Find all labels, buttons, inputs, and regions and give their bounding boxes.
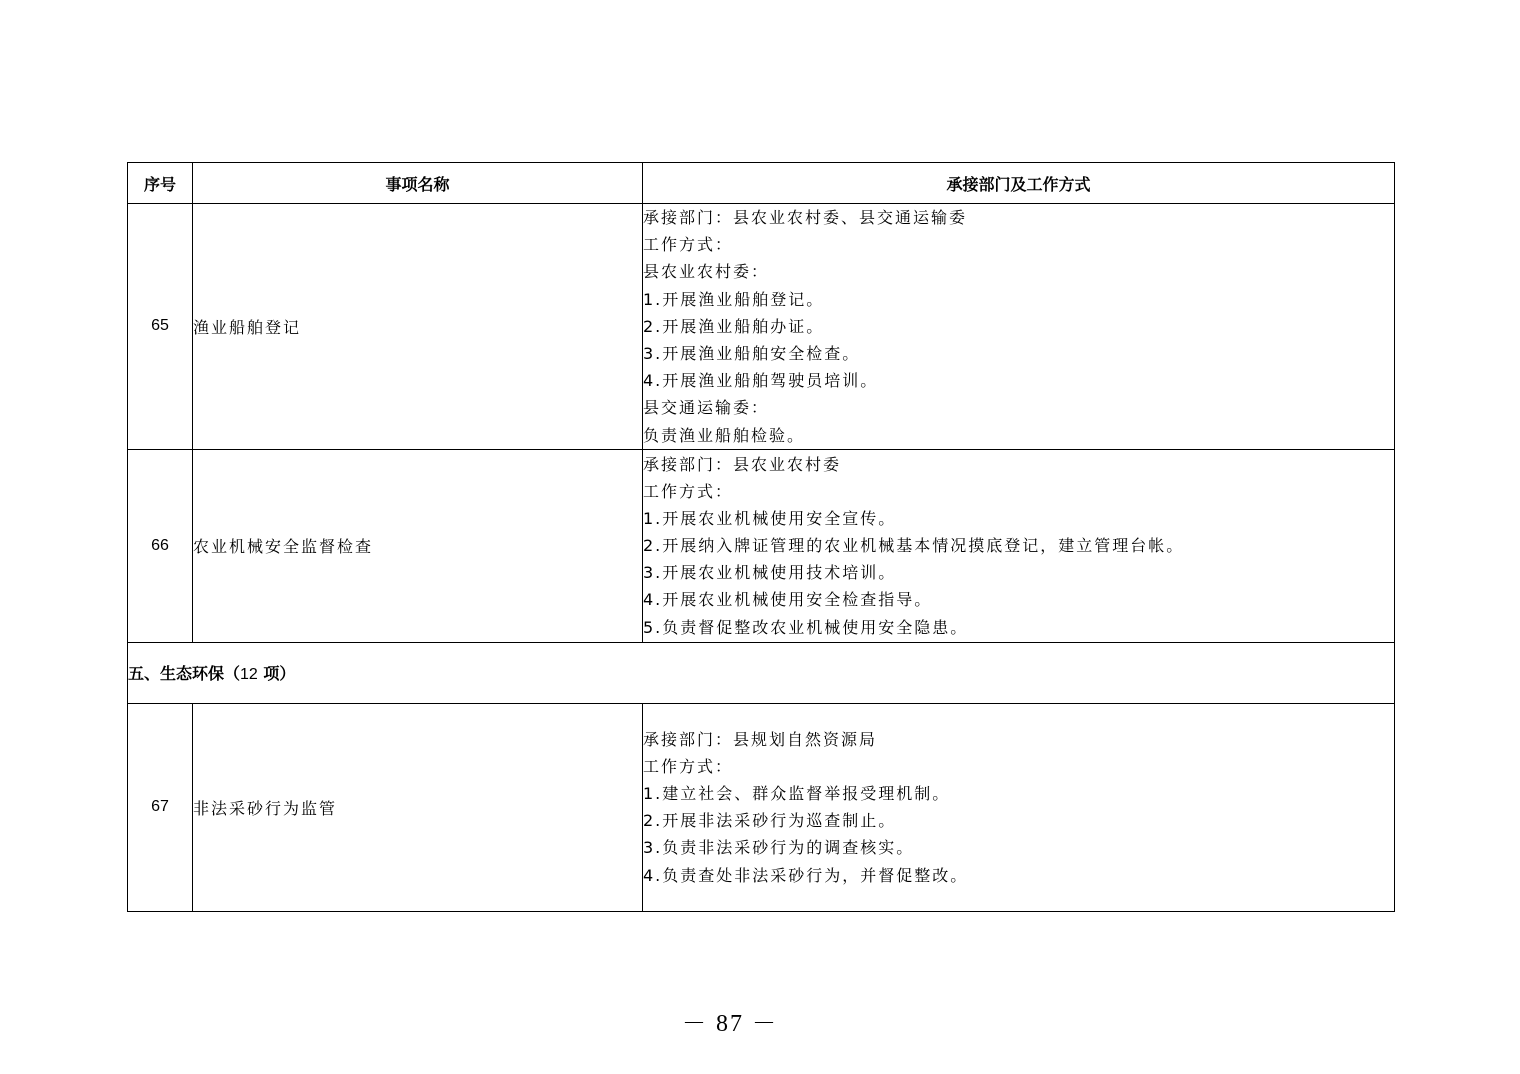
detail-line: 4.负责查处非法采砂行为，并督促整改。 — [643, 865, 969, 885]
row-detail — [643, 449, 1395, 642]
detail-line: 4.开展渔业船舶驾驶员培训。 — [643, 371, 879, 391]
detail-line: 承接部门：县规划自然资源局 — [643, 729, 878, 749]
table-header-row — [128, 163, 1395, 204]
detail-line: 4.开展农业机械使用安全检查指导。 — [643, 590, 933, 610]
detail-line: 1.建立社会、群众监督举报受理机制。 — [643, 784, 951, 803]
detail-line: 县交通运输委： — [643, 398, 770, 418]
detail-line: 5.负责督促整改农业机械使用安全隐患。 — [643, 617, 969, 637]
detail-line: 1.开展渔业船舶登记。 — [643, 289, 825, 309]
row-detail — [643, 204, 1395, 450]
row-item-name: 农业机械安全监督检查 — [193, 449, 643, 642]
row-serial-number: 65 — [128, 204, 193, 450]
detail-line: 2.开展渔业船舶办证。 — [643, 316, 825, 336]
header-item-name: 事项名称 — [193, 163, 643, 204]
detail-line: 承接部门：县农业农村委、县交通运输委 — [643, 208, 968, 227]
detail-line: 工作方式： — [643, 235, 734, 255]
task-table — [127, 162, 1395, 912]
table-row — [128, 204, 1395, 450]
page-number: － 87 － — [682, 1011, 778, 1037]
detail-line: 2.开展非法采砂行为巡查制止。 — [643, 811, 897, 831]
detail-line: 3.开展渔业船舶安全检查。 — [643, 343, 861, 363]
row-detail — [643, 703, 1395, 911]
section-count: 12 — [240, 666, 258, 684]
detail-line: 负责渔业船舶检验。 — [643, 425, 806, 445]
detail-line: 承接部门：县农业农村委 — [643, 454, 842, 474]
row-item-name: 非法采砂行为监管 — [193, 703, 643, 911]
detail-line: 工作方式： — [643, 481, 734, 501]
detail-line: 2.开展纳入牌证管理的农业机械基本情况摸底登记，建立管理台帐。 — [643, 536, 1185, 556]
header-serial-number: 序号 — [128, 163, 193, 204]
header-department-method: 承接部门及工作方式 — [643, 163, 1395, 204]
detail-line: 县农业农村委： — [643, 262, 770, 282]
section-heading — [128, 642, 1395, 703]
detail-line: 工作方式： — [643, 756, 734, 776]
row-serial-number: 67 — [128, 703, 193, 911]
row-serial-number: 66 — [128, 449, 193, 642]
row-item-name: 渔业船舶登记 — [193, 204, 643, 450]
detail-line: 3.开展农业机械使用技术培训。 — [643, 563, 897, 583]
section-row — [128, 642, 1395, 703]
table-row — [128, 449, 1395, 642]
section-suffix: 项） — [257, 664, 296, 684]
detail-line: 3.负责非法采砂行为的调查核实。 — [643, 838, 915, 858]
table-row — [128, 703, 1395, 911]
detail-line: 1.开展农业机械使用安全宣传。 — [643, 508, 897, 528]
section-label: 五、生态环保（ — [128, 664, 241, 684]
